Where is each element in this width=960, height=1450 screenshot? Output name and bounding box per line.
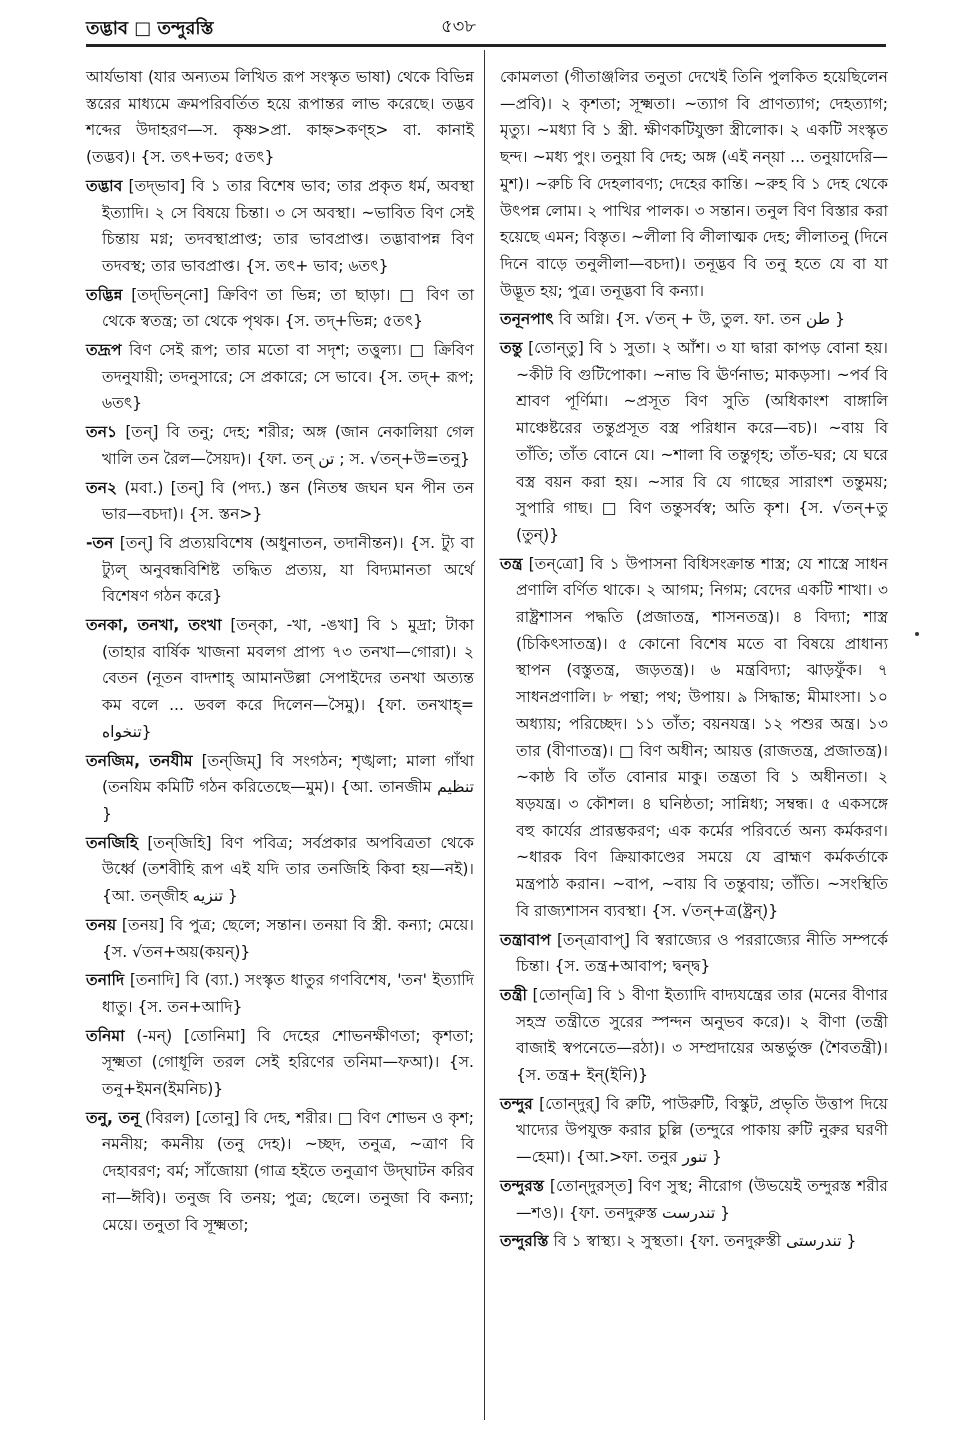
dictionary-entry xyxy=(86,419,474,472)
dictionary-entry xyxy=(500,335,888,549)
dictionary-entry xyxy=(500,927,888,980)
dictionary-entry xyxy=(500,1173,888,1226)
headword: তন্ত্রী xyxy=(500,985,527,1004)
headword: তনু, তনূ xyxy=(86,1108,140,1127)
headword: তনিমা xyxy=(86,1026,125,1045)
headword: -তন xyxy=(86,533,114,552)
entry-body: [তন্‌জিম্‌] বি সংগঠন; শৃঙ্খলা; মালা গাঁথা (তনযিম কমিটি গঠন করিতেছে—মুম)। {আ. তানজীম تنظيم } xyxy=(102,751,474,823)
headword: তনজিহি xyxy=(86,833,139,852)
entry-body: [তন্‌ত্রাবাপ্‌] বি স্বরাজ্যের ও পররাজ্যের নীতি সম্পর্কে চিন্তা। {স. তন্ত্র+আবাপ; দ্বন্দ্ব} xyxy=(516,930,888,976)
header-rule xyxy=(86,44,886,47)
headword: তন্তু xyxy=(500,339,523,358)
headword: তন১ xyxy=(86,423,118,442)
running-head: তদ্ভাব □ তন্দুরস্তি xyxy=(86,18,214,39)
entry-body: (-মন্‌) [তোনিমা] বি দেহের শোভনক্ষীণতা; কৃশতা; সূক্ষ্মতা (গোধূলি তরল সেই হরিণের তনিমা—ফআ)। {স. তনু+ইমন(ইমনিচ)} xyxy=(102,1026,474,1099)
dictionary-entry xyxy=(86,1105,474,1239)
entry-body: বি ১ স্বাস্থ্য। ২ সুস্থতা। {ফা. তনদুরুস্তী تندرستی } xyxy=(553,1232,857,1251)
headword: তদ্ভাব xyxy=(86,176,123,195)
headword: তনয় xyxy=(86,915,117,934)
dictionary-entry xyxy=(500,551,888,925)
entry-body: [তন্‌ত্রো] বি ১ উপাসনা বিধিসংক্রান্ত শাস্ত্র; যে শাস্ত্রে সাধন প্রণালি বর্ণিত থাকে। ২ আগম; নিগম; বেদের একটি শাখা। ৩ রাষ্ট্রশাসন পদ্ধতি (প্রজাতন্ত্র, শাসনতন্ত্র)। ৪ বিদ্যা; শাস্ত্র (চিকিৎসাতন্ত্র)। ৫ কোনো বিশেষ মতে বা বিষয়ে প্রাধান্য স্থাপন (বস্তুতন্ত্র, জড়তন্ত্র)। ৬ মন্ত্রবিদ্যা; ঝাড়ফুঁক। ৭ সাধনপ্রণালি। ৮ পন্থা; পথ; উপায়। ৯ সিদ্ধান্ত; মীমাংসা। ১০ অধ্যায়; পরিচ্ছেদ। ১১ তাঁত; বয়নযন্ত্র। ১২ পশুর অন্ত্র। ১৩ তার (বীণাতন্ত্র)। □ বিণ অধীন; আয়ত্ত (রাজতন্ত্র, প্রজাতন্ত্র)। ~কাষ্ঠ বি তাঁত বোনার মাকু। তন্ত্রতা বি ১ অধীনতা। ২ ষড়যন্ত্র। ৩ কৌশল। ৪ ঘনিষ্ঠতা; সান্নিধ্য; সম্বন্ধ। ৫ একসঙ্গে বহু কার্যের প্রারম্ভকরণ; এক কর্মের পরিবর্তে অন্য কর্মকরণ। ~ধারক বিণ ক্রিয়াকাণ্ডের সময়ে যে ব্রাহ্মণ কর্মকর্তাকে মন্ত্রপাঠ করান। ~বাপ, ~বায় বি তন্তুবায়; তাঁতি। ~সংস্থিতি বি রাজ্যশাসন ব্যবস্থা। {স. √তন্‌+ত্র(ষ্ট্রন্‌)} xyxy=(516,554,888,920)
dictionary-entry xyxy=(86,912,474,965)
dictionary-entry xyxy=(500,306,888,333)
headword: তদ্ভিন্ন xyxy=(86,285,123,304)
page-header xyxy=(86,8,886,42)
headword: তন্দুরস্তি xyxy=(500,1232,549,1251)
entry-body: [তদ্‌ভিন্‌নো] ক্রিবিণ তা ভিন্ন; তা ছাড়া। □ বিণ তা থেকে স্বতন্ত্র; তা থেকে পৃথক। {স. তদ্‌+ভিন্ন; ৫তৎ} xyxy=(102,285,474,331)
dictionary-entry xyxy=(86,1023,474,1103)
entry-body: (বিরল) [তোনু] বি দেহ, শরীর। □ বিণ শোভন ও কৃশ; নমনীয়; কমনীয় (তনু দেহ)। ~চ্ছদ, তনুত্র, ~ত্রাণ বি দেহাবরণ; বর্ম; সাঁজোয়া (গাত্র হইতে তনুত্রাণ উদ্‌ঘাটন করিব না—ঈবি)। তনুজ বি তনয়; পুত্র; ছেলে। তনুজা বি কন্যা; মেয়ে। তনুতা বি সূক্ষ্মতা; xyxy=(102,1108,474,1234)
dictionary-entry xyxy=(86,337,474,417)
page-number: ৫৩৮ xyxy=(441,16,477,37)
dictionary-entry xyxy=(500,64,888,304)
entry-body: (মবা.) [তন্‌] বি (পদ্য.) স্তন (নিতম্ব জঘন ঘন পীন তন ভার—বচদা)। {স. স্তন>} xyxy=(102,478,474,524)
headword: তনাদি xyxy=(86,971,125,990)
headword: তদ্রূপ xyxy=(86,341,122,360)
headword: তন২ xyxy=(86,478,118,497)
entry-body: [তন্‌] বি তনু; দেহ; শরীর; অঙ্গ (জান নেকালিয়া গেল খালি তন রৈল—সৈয়দ)। {ফা. তন্‌ تن ; স. √তন্‌+উ=তনু} xyxy=(102,423,474,468)
dictionary-entry xyxy=(86,64,474,171)
entry-body: বি অগ্নি। {স. √তন্‌ + উ, তুল. ফা. তন طن } xyxy=(558,310,846,329)
dictionary-entry xyxy=(86,475,474,528)
column-divider xyxy=(484,50,485,1420)
dictionary-entry xyxy=(500,1228,888,1255)
dictionary-entry xyxy=(86,748,474,828)
headword: তন্দুরস্ত xyxy=(500,1176,545,1195)
scan-speck xyxy=(915,632,919,636)
dictionary-entry xyxy=(86,612,474,746)
headword: তন্দুর xyxy=(500,1094,533,1113)
headword: তন্ত্র xyxy=(500,554,523,573)
entry-body: [তনাদি] বি (ব্যা.) সংস্কৃত ধাতুর গণবিশেষ, 'তন' ইত্যাদি ধাতু। {স. তন+আদি} xyxy=(102,971,474,1016)
entry-body: [তন্‌] বি প্রত্যয়বিশেষ (অধুনাতন, তদানীন্তন)। {স. ট্যু বা ট্যুল্‌ অনুবন্ধবিশিষ্ট তদ্ধিত প্রত্যয়, যা বিদ্যমানতা অর্থে বিশেষণ গঠন করে} xyxy=(102,533,474,606)
entry-body: বিণ সেই রূপ; তার মতো বা সদৃশ; তত্তুল্য। □ ক্রিবিণ তদনুযায়ী; তদনুসারে; সে প্রকারে; সে ভাবে। {স. তদ্‌+ রূপ; ৬তৎ} xyxy=(102,341,474,413)
left-column xyxy=(86,64,474,1240)
headword: তন্ত্রাবাপ xyxy=(500,930,551,949)
entry-body: [তোন্‌দুর্‌] বি রুটি, পাউরুটি, বিস্কুট, প্রভৃতি উত্তাপ দিয়ে খাদ্যের উপযুক্ত করার চুল্লি (তন্দুরে পাকায় রুটি নুরুর ঘরণী—হেমা)। {আ.>ফা. তনুর تنور } xyxy=(516,1094,888,1167)
entry-body: [তন্‌জিহি] বিণ পবিত্র; সর্বপ্রকার অপবিত্রতা থেকে উর্ধ্বে (তশবীহি রূপ এই যদি তার তনজিহি কিবা হয়—নই)। {আ. তন্‌জীহ تنزيه } xyxy=(102,833,474,906)
dictionary-entry xyxy=(86,173,474,280)
headword: তনূনপাৎ xyxy=(500,310,554,329)
entry-body: কোমলতা (গীতাঞ্জলির তনুতা দেখেই তিনি পুলকিত হয়েছিলেন—প্রবি)। ২ কৃশতা; সূক্ষ্মতা। ~ত্যাগ বি প্রাণত্যাগ; দেহত্যাগ; মৃত্যু। ~মধ্যা বি ১ স্ত্রী. ক্ষীণকটিযুক্তা স্ত্রীলোক। ২ একটি সংস্কৃত ছন্দ। ~মধ্য পুং। তনুয়া বি দেহ; অঙ্গ (এই নন্‌য়া ... তনুয়াদেরি—মুশ)। ~রুচি বি দেহলাবণ্য; দেহের কান্তি। ~রুহ বি ১ দেহ থেকে উৎপন্ন লোম। ২ পাখির পালক। ৩ সন্তান। তনুল বিণ বিস্তার করা হয়েছে এমন; বিস্তৃত। ~লীলা বি লীলাত্মক দেহ; লীলাতনু (দিনে দিনে বাড়ে তনুলীলা—বচদা)। তনূদ্ভব বি তনু হতে যে বা যা উদ্ভূত হয়; পুত্র। তনূদ্ভবা বি কন্যা। xyxy=(500,68,888,300)
dictionary-entry xyxy=(86,530,474,610)
dictionary-entry xyxy=(500,1091,888,1171)
entry-body: [তোন্‌দুরস্‌ত] বিণ সুস্থ; নীরোগ (উভয়েই তন্দুরস্ত শরীর—শও)। {ফা. তনদুরুস্ত تندرست } xyxy=(516,1176,888,1222)
dictionary-entry xyxy=(500,982,888,1089)
dictionary-entry xyxy=(86,830,474,910)
entry-body: [তন্‌কা, -খা, -ঙখা] বি ১ মুদ্রা; টাকা (তাহার বার্ষিক খাজনা মবলগ প্রাপ্য ৭৩ তনখা—গোরা)। ২ বেতন (নূতন বাদশাহ্‌ আমানউল্লা সেপাইদের তনখা অত্যন্ত কম বলে ... ডবল করে দিলেন—সৈমু)। {ফা. তনখাহ্‌= تنخواه} xyxy=(102,616,474,741)
dictionary-entry xyxy=(86,967,474,1020)
entry-body: [তদ্‌ভাব] বি ১ তার বিশেষ ভাব; তার প্রকৃত ধর্ম, অবস্থা ইত্যাদি। ২ সে বিষয়ে চিন্তা। ৩ সে অবস্থা। ~ভাবিত বিণ সেই চিন্তায় মগ্ন; তদবস্থাপ্রাপ্ত; তার ভাবপ্রাপ্ত। তদ্ভাবাপন্ন বিণ তদবস্থ; তার ভাবপ্রাপ্ত। {স. তৎ+ ভাব; ৬তৎ} xyxy=(102,176,474,275)
dictionary-entry xyxy=(86,282,474,335)
headword: তনকা, তনখা, তংখা xyxy=(86,616,222,635)
right-column xyxy=(500,64,888,1257)
entry-body: আর্যভাষা (যার অন্যতম লিখিত রূপ সংস্কৃত ভাষা) থেকে বিভিন্ন স্তরের মাধ্যমে ক্রমপরিবর্তিত হয়ে রূপান্তর লাভ করেছে। তদ্ভব শব্দের উদাহরণ—স. কৃষ্ণ>প্রা. কাহ্ন>কণ্হ> বা. কানাই (তদ্ভব)। {স. তৎ+ভব; ৫তৎ} xyxy=(86,68,474,167)
entry-body: [তোন্‌তু] বি ১ সুতা। ২ আঁশ। ৩ যা দ্বারা কাপড় বোনা হয়। ~কীট বি গুটিপোকা। ~নাভ বি ঊর্ণনাভ; মাকড়সা। ~পর্ব বি শ্রাবণ পূর্ণিমা। ~প্রসূত বিণ সুতি (অধিকাংশ বাঙ্গালি মাঞ্চেষ্টরের তন্তুপ্রসূত বস্ত্র পরিধান করে—বচ)। ~বায় বি তাঁতি; তাঁত বোনে যে। ~শালা বি তন্তুগৃহ; তাঁত-ঘর; যে ঘরে বস্ত্র বয়ন করা হয়। ~সার বি যে গাছের সারাংশ তন্তুময়; সুপারি গাছ। □ বিণ তন্তুসর্বস্ব; অতি কৃশ। {স. √তন্‌+তু (তুন্‌)} xyxy=(516,339,889,544)
entry-body: [তোন্‌ত্রি] বি ১ বীণা ইত্যাদি বাদ্যযন্ত্রের তার (মনের বীণার সহস্র তন্ত্রীতে সুরের স্পন্দন অনুভব করে)। ২ বীণা (তন্ত্রী বাজাই স্বপনেতে—রঠা)। ৩ সম্প্রদায়ের অন্তর্ভুক্ত (শৈবতন্ত্রী)। {স. তন্ত্র+ ইন্‌(ইনি)} xyxy=(516,985,888,1085)
headword: তনজিম, তনযীম xyxy=(86,751,193,770)
entry-body: [তনয়] বি পুত্র; ছেলে; সন্তান। তনয়া বি স্ত্রী. কন্যা; মেয়ে। {স. √তন+অয়(কয়ন্‌)} xyxy=(102,915,474,961)
